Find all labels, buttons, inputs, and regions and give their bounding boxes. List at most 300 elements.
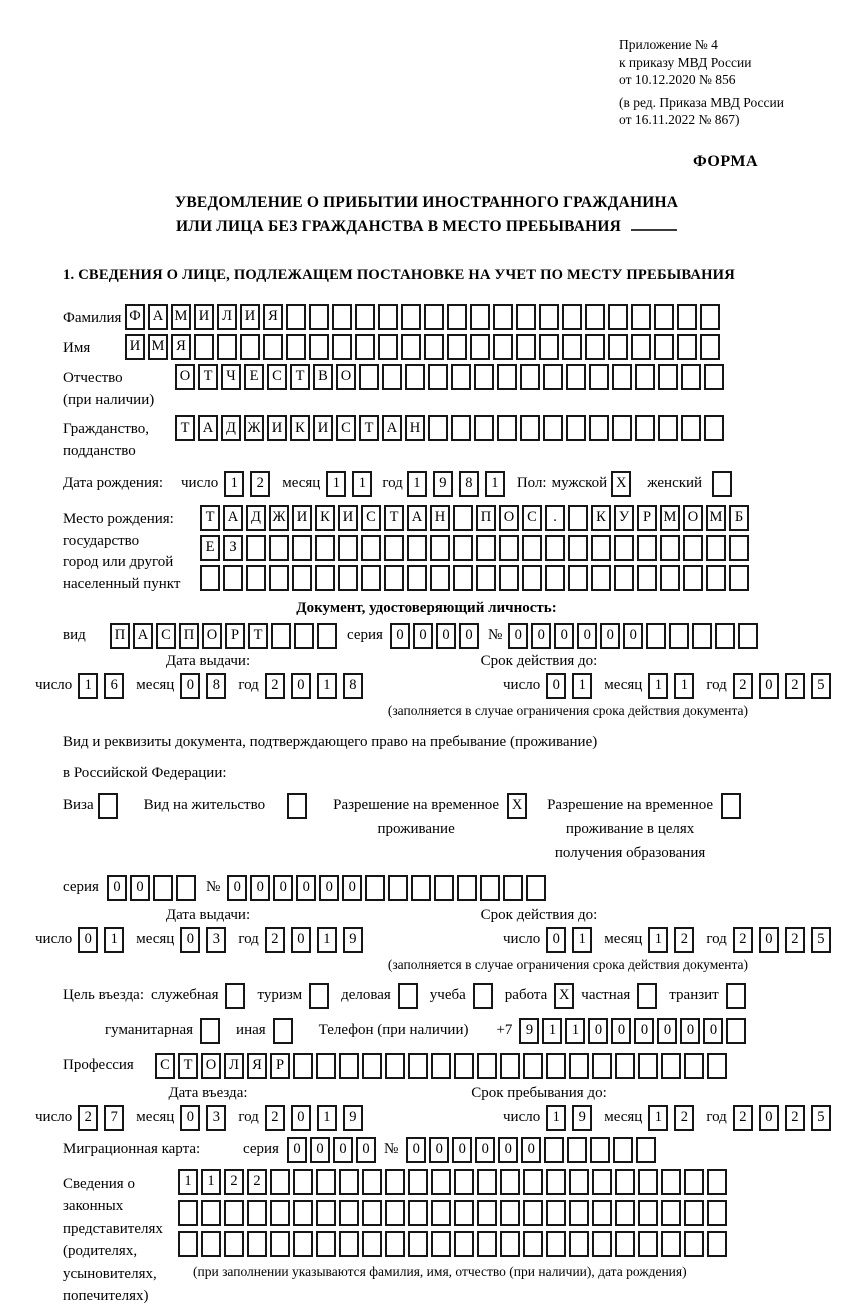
char-cell[interactable]: 0 <box>680 1018 700 1044</box>
char-cell[interactable] <box>477 1053 497 1079</box>
char-cell[interactable] <box>316 1231 336 1257</box>
char-cell[interactable]: 0 <box>413 623 433 649</box>
char-cell[interactable] <box>684 1169 704 1195</box>
char-cell[interactable]: 2 <box>733 927 753 953</box>
char-cell[interactable] <box>615 1231 635 1257</box>
char-cell[interactable]: О <box>683 505 703 531</box>
char-cell[interactable] <box>523 1231 543 1257</box>
char-cell[interactable] <box>631 304 651 330</box>
char-cell[interactable]: 0 <box>406 1137 426 1163</box>
char-cell[interactable] <box>637 983 657 1009</box>
char-cell[interactable] <box>365 875 385 901</box>
char-cell[interactable] <box>500 1231 520 1257</box>
char-cell[interactable] <box>590 1137 610 1163</box>
char-cell[interactable] <box>424 304 444 330</box>
char-cell[interactable] <box>585 334 605 360</box>
char-cell[interactable] <box>707 1053 727 1079</box>
char-cell[interactable]: Я <box>247 1053 267 1079</box>
char-cell[interactable]: 0 <box>508 623 528 649</box>
char-cell[interactable]: 0 <box>459 623 479 649</box>
char-cell[interactable] <box>658 364 678 390</box>
char-cell[interactable]: 0 <box>78 927 98 953</box>
char-cell[interactable] <box>544 1137 564 1163</box>
char-cell[interactable] <box>566 415 586 441</box>
char-cell[interactable]: 9 <box>433 471 453 497</box>
char-cell[interactable]: А <box>382 415 402 441</box>
char-cell[interactable] <box>411 875 431 901</box>
char-cell[interactable] <box>270 1231 290 1257</box>
char-cell[interactable]: Т <box>384 505 404 531</box>
char-cell[interactable] <box>430 535 450 561</box>
char-cell[interactable]: 1 <box>407 471 427 497</box>
char-cell[interactable] <box>569 1231 589 1257</box>
char-cell[interactable]: О <box>175 364 195 390</box>
char-cell[interactable] <box>339 1231 359 1257</box>
char-cell[interactable]: 2 <box>733 1105 753 1131</box>
char-cell[interactable]: К <box>591 505 611 531</box>
char-cell[interactable] <box>707 1169 727 1195</box>
char-cell[interactable] <box>408 1169 428 1195</box>
char-cell[interactable] <box>339 1200 359 1226</box>
char-cell[interactable]: 0 <box>250 875 270 901</box>
char-cell[interactable] <box>615 1169 635 1195</box>
char-cell[interactable]: Ж <box>244 415 264 441</box>
char-cell[interactable]: Р <box>637 505 657 531</box>
char-cell[interactable]: К <box>315 505 335 531</box>
char-cell[interactable] <box>585 304 605 330</box>
char-cell[interactable] <box>453 565 473 591</box>
char-cell[interactable] <box>315 535 335 561</box>
char-cell[interactable] <box>271 623 291 649</box>
char-cell[interactable] <box>476 535 496 561</box>
char-cell[interactable] <box>637 535 657 561</box>
char-cell[interactable] <box>526 875 546 901</box>
char-cell[interactable] <box>591 535 611 561</box>
char-cell[interactable]: 1 <box>565 1018 585 1044</box>
char-cell[interactable] <box>362 1200 382 1226</box>
char-cell[interactable]: С <box>156 623 176 649</box>
char-cell[interactable] <box>592 1053 612 1079</box>
char-cell[interactable] <box>546 1169 566 1195</box>
char-cell[interactable] <box>385 1231 405 1257</box>
char-cell[interactable]: 0 <box>546 927 566 953</box>
char-cell[interactable] <box>684 1053 704 1079</box>
char-cell[interactable] <box>339 1169 359 1195</box>
char-cell[interactable] <box>453 535 473 561</box>
char-cell[interactable]: 6 <box>104 673 124 699</box>
char-cell[interactable]: 0 <box>634 1018 654 1044</box>
char-cell[interactable] <box>523 1053 543 1079</box>
char-cell[interactable]: 0 <box>703 1018 723 1044</box>
char-cell[interactable] <box>332 304 352 330</box>
char-cell[interactable]: М <box>660 505 680 531</box>
char-cell[interactable] <box>401 334 421 360</box>
char-cell[interactable] <box>292 535 312 561</box>
char-cell[interactable]: Ч <box>221 364 241 390</box>
char-cell[interactable] <box>201 1231 221 1257</box>
char-cell[interactable]: 0 <box>130 875 150 901</box>
char-cell[interactable]: 0 <box>657 1018 677 1044</box>
char-cell[interactable] <box>635 415 655 441</box>
char-cell[interactable] <box>293 1231 313 1257</box>
char-cell[interactable]: Т <box>198 364 218 390</box>
char-cell[interactable] <box>591 565 611 591</box>
char-cell[interactable] <box>669 623 689 649</box>
char-cell[interactable]: 0 <box>319 875 339 901</box>
char-cell[interactable] <box>293 1053 313 1079</box>
char-cell[interactable]: С <box>155 1053 175 1079</box>
char-cell[interactable]: 0 <box>180 927 200 953</box>
char-cell[interactable] <box>385 1169 405 1195</box>
char-cell[interactable] <box>355 304 375 330</box>
char-cell[interactable] <box>568 535 588 561</box>
char-cell[interactable]: 1 <box>674 673 694 699</box>
char-cell[interactable] <box>398 983 418 1009</box>
char-cell[interactable] <box>613 1137 633 1163</box>
char-cell[interactable] <box>677 304 697 330</box>
char-cell[interactable]: 0 <box>356 1137 376 1163</box>
char-cell[interactable] <box>457 875 477 901</box>
char-cell[interactable]: 0 <box>759 673 779 699</box>
char-cell[interactable] <box>225 983 245 1009</box>
char-cell[interactable] <box>660 565 680 591</box>
char-cell[interactable] <box>361 565 381 591</box>
char-cell[interactable] <box>658 415 678 441</box>
char-cell[interactable] <box>503 875 523 901</box>
char-cell[interactable]: М <box>171 304 191 330</box>
char-cell[interactable]: 0 <box>531 623 551 649</box>
char-cell[interactable] <box>589 364 609 390</box>
char-cell[interactable]: 0 <box>287 1137 307 1163</box>
char-cell[interactable] <box>545 535 565 561</box>
char-cell[interactable]: 1 <box>542 1018 562 1044</box>
char-cell[interactable] <box>362 1231 382 1257</box>
char-cell[interactable] <box>431 1169 451 1195</box>
char-cell[interactable] <box>566 364 586 390</box>
char-cell[interactable] <box>294 623 314 649</box>
char-cell[interactable]: 0 <box>429 1137 449 1163</box>
char-cell[interactable] <box>286 304 306 330</box>
char-cell[interactable] <box>637 565 657 591</box>
char-cell[interactable]: 0 <box>577 623 597 649</box>
char-cell[interactable] <box>407 535 427 561</box>
char-cell[interactable] <box>721 793 741 819</box>
char-cell[interactable] <box>646 623 666 649</box>
char-cell[interactable]: А <box>133 623 153 649</box>
char-cell[interactable] <box>98 793 118 819</box>
char-cell[interactable]: 9 <box>519 1018 539 1044</box>
char-cell[interactable] <box>568 565 588 591</box>
char-cell[interactable] <box>355 334 375 360</box>
char-cell[interactable] <box>428 364 448 390</box>
char-cell[interactable]: 2 <box>674 927 694 953</box>
char-cell[interactable]: 0 <box>333 1137 353 1163</box>
char-cell[interactable]: 0 <box>390 623 410 649</box>
char-cell[interactable]: 1 <box>648 673 668 699</box>
char-cell[interactable] <box>677 334 697 360</box>
char-cell[interactable] <box>707 1200 727 1226</box>
char-cell[interactable] <box>707 1231 727 1257</box>
char-cell[interactable]: 0 <box>588 1018 608 1044</box>
char-cell[interactable]: Д <box>246 505 266 531</box>
char-cell[interactable]: 2 <box>785 1105 805 1131</box>
char-cell[interactable] <box>338 565 358 591</box>
char-cell[interactable] <box>683 565 703 591</box>
char-cell[interactable] <box>520 364 540 390</box>
char-cell[interactable]: 0 <box>436 623 456 649</box>
char-cell[interactable] <box>608 304 628 330</box>
char-cell[interactable] <box>562 334 582 360</box>
char-cell[interactable] <box>612 364 632 390</box>
char-cell[interactable] <box>428 415 448 441</box>
char-cell[interactable]: Н <box>430 505 450 531</box>
char-cell[interactable] <box>401 304 421 330</box>
char-cell[interactable] <box>454 1231 474 1257</box>
char-cell[interactable]: X <box>554 983 574 1009</box>
char-cell[interactable] <box>706 565 726 591</box>
char-cell[interactable]: 2 <box>250 471 270 497</box>
char-cell[interactable] <box>431 1053 451 1079</box>
char-cell[interactable] <box>493 304 513 330</box>
char-cell[interactable] <box>608 334 628 360</box>
char-cell[interactable] <box>384 535 404 561</box>
char-cell[interactable] <box>615 1200 635 1226</box>
char-cell[interactable] <box>224 1200 244 1226</box>
char-cell[interactable]: Ж <box>269 505 289 531</box>
char-cell[interactable]: 9 <box>343 927 363 953</box>
char-cell[interactable] <box>704 415 724 441</box>
char-cell[interactable] <box>315 565 335 591</box>
char-cell[interactable]: П <box>476 505 496 531</box>
char-cell[interactable] <box>636 1137 656 1163</box>
char-cell[interactable]: 1 <box>178 1169 198 1195</box>
char-cell[interactable]: И <box>338 505 358 531</box>
char-cell[interactable]: С <box>336 415 356 441</box>
char-cell[interactable] <box>654 334 674 360</box>
char-cell[interactable]: 8 <box>459 471 479 497</box>
char-cell[interactable]: 2 <box>247 1169 267 1195</box>
char-cell[interactable] <box>338 535 358 561</box>
char-cell[interactable]: В <box>313 364 333 390</box>
char-cell[interactable] <box>589 415 609 441</box>
char-cell[interactable] <box>247 1200 267 1226</box>
char-cell[interactable] <box>638 1169 658 1195</box>
char-cell[interactable]: 7 <box>104 1105 124 1131</box>
char-cell[interactable]: И <box>313 415 333 441</box>
char-cell[interactable]: С <box>267 364 287 390</box>
char-cell[interactable] <box>546 1231 566 1257</box>
char-cell[interactable]: . <box>545 505 565 531</box>
char-cell[interactable]: О <box>499 505 519 531</box>
char-cell[interactable] <box>454 1169 474 1195</box>
char-cell[interactable]: 0 <box>521 1137 541 1163</box>
char-cell[interactable] <box>292 565 312 591</box>
char-cell[interactable] <box>569 1053 589 1079</box>
char-cell[interactable]: С <box>361 505 381 531</box>
char-cell[interactable] <box>497 364 517 390</box>
char-cell[interactable] <box>726 1018 746 1044</box>
char-cell[interactable] <box>638 1200 658 1226</box>
char-cell[interactable] <box>453 505 473 531</box>
char-cell[interactable] <box>592 1200 612 1226</box>
char-cell[interactable]: 0 <box>291 1105 311 1131</box>
char-cell[interactable] <box>568 505 588 531</box>
char-cell[interactable]: 0 <box>452 1137 472 1163</box>
char-cell[interactable] <box>726 983 746 1009</box>
char-cell[interactable] <box>176 875 196 901</box>
char-cell[interactable]: 8 <box>206 673 226 699</box>
char-cell[interactable]: 0 <box>600 623 620 649</box>
char-cell[interactable] <box>434 875 454 901</box>
char-cell[interactable]: 0 <box>546 673 566 699</box>
char-cell[interactable]: И <box>267 415 287 441</box>
char-cell[interactable]: 1 <box>572 927 592 953</box>
char-cell[interactable]: 1 <box>317 927 337 953</box>
char-cell[interactable] <box>683 535 703 561</box>
char-cell[interactable] <box>287 793 307 819</box>
char-cell[interactable]: 0 <box>273 875 293 901</box>
char-cell[interactable] <box>493 334 513 360</box>
char-cell[interactable] <box>382 364 402 390</box>
char-cell[interactable] <box>654 304 674 330</box>
char-cell[interactable]: Т <box>359 415 379 441</box>
char-cell[interactable] <box>592 1169 612 1195</box>
char-cell[interactable] <box>500 1053 520 1079</box>
char-cell[interactable] <box>612 415 632 441</box>
char-cell[interactable] <box>332 334 352 360</box>
char-cell[interactable] <box>408 1200 428 1226</box>
char-cell[interactable]: 5 <box>811 1105 831 1131</box>
char-cell[interactable] <box>408 1231 428 1257</box>
char-cell[interactable]: Р <box>270 1053 290 1079</box>
char-cell[interactable] <box>614 535 634 561</box>
char-cell[interactable] <box>309 304 329 330</box>
char-cell[interactable]: 1 <box>78 673 98 699</box>
char-cell[interactable] <box>470 334 490 360</box>
char-cell[interactable] <box>477 1231 497 1257</box>
char-cell[interactable]: П <box>179 623 199 649</box>
char-cell[interactable] <box>451 364 471 390</box>
char-cell[interactable] <box>476 565 496 591</box>
char-cell[interactable]: У <box>614 505 634 531</box>
char-cell[interactable] <box>635 364 655 390</box>
char-cell[interactable]: Т <box>290 364 310 390</box>
char-cell[interactable] <box>684 1200 704 1226</box>
char-cell[interactable] <box>263 334 283 360</box>
char-cell[interactable]: М <box>706 505 726 531</box>
char-cell[interactable] <box>293 1200 313 1226</box>
char-cell[interactable]: 9 <box>343 1105 363 1131</box>
char-cell[interactable] <box>217 334 237 360</box>
char-cell[interactable] <box>712 471 732 497</box>
char-cell[interactable]: 0 <box>180 1105 200 1131</box>
char-cell[interactable] <box>539 334 559 360</box>
char-cell[interactable] <box>447 304 467 330</box>
char-cell[interactable]: О <box>336 364 356 390</box>
char-cell[interactable] <box>474 364 494 390</box>
char-cell[interactable] <box>286 334 306 360</box>
char-cell[interactable] <box>631 334 651 360</box>
char-cell[interactable]: Л <box>224 1053 244 1079</box>
char-cell[interactable] <box>270 1200 290 1226</box>
char-cell[interactable] <box>378 304 398 330</box>
char-cell[interactable]: 1 <box>317 1105 337 1131</box>
char-cell[interactable] <box>681 415 701 441</box>
char-cell[interactable] <box>246 565 266 591</box>
char-cell[interactable] <box>316 1200 336 1226</box>
char-cell[interactable]: 1 <box>572 673 592 699</box>
char-cell[interactable] <box>317 623 337 649</box>
char-cell[interactable] <box>592 1231 612 1257</box>
char-cell[interactable] <box>567 1137 587 1163</box>
char-cell[interactable] <box>385 1053 405 1079</box>
char-cell[interactable] <box>729 565 749 591</box>
char-cell[interactable]: Д <box>221 415 241 441</box>
char-cell[interactable]: И <box>194 304 214 330</box>
char-cell[interactable]: С <box>522 505 542 531</box>
char-cell[interactable] <box>470 304 490 330</box>
char-cell[interactable]: Р <box>225 623 245 649</box>
char-cell[interactable]: 0 <box>623 623 643 649</box>
char-cell[interactable] <box>385 1200 405 1226</box>
char-cell[interactable] <box>224 1231 244 1257</box>
char-cell[interactable] <box>545 565 565 591</box>
char-cell[interactable] <box>424 334 444 360</box>
char-cell[interactable] <box>692 623 712 649</box>
char-cell[interactable] <box>661 1053 681 1079</box>
char-cell[interactable] <box>661 1231 681 1257</box>
char-cell[interactable] <box>661 1200 681 1226</box>
char-cell[interactable] <box>339 1053 359 1079</box>
char-cell[interactable] <box>499 565 519 591</box>
char-cell[interactable] <box>660 535 680 561</box>
char-cell[interactable] <box>738 623 758 649</box>
char-cell[interactable] <box>200 565 220 591</box>
char-cell[interactable] <box>499 535 519 561</box>
char-cell[interactable]: 0 <box>180 673 200 699</box>
char-cell[interactable] <box>362 1169 382 1195</box>
char-cell[interactable]: 2 <box>785 927 805 953</box>
char-cell[interactable] <box>194 334 214 360</box>
char-cell[interactable] <box>454 1053 474 1079</box>
char-cell[interactable]: 1 <box>104 927 124 953</box>
char-cell[interactable]: Л <box>217 304 237 330</box>
char-cell[interactable] <box>405 364 425 390</box>
char-cell[interactable]: 2 <box>785 673 805 699</box>
char-cell[interactable] <box>431 1231 451 1257</box>
char-cell[interactable]: 2 <box>733 673 753 699</box>
char-cell[interactable] <box>523 1169 543 1195</box>
char-cell[interactable]: О <box>202 623 222 649</box>
char-cell[interactable]: Т <box>178 1053 198 1079</box>
char-cell[interactable]: X <box>507 793 527 819</box>
char-cell[interactable]: Я <box>263 304 283 330</box>
char-cell[interactable]: П <box>110 623 130 649</box>
char-cell[interactable]: 5 <box>811 673 831 699</box>
char-cell[interactable]: А <box>148 304 168 330</box>
char-cell[interactable]: 1 <box>648 927 668 953</box>
char-cell[interactable]: 0 <box>107 875 127 901</box>
char-cell[interactable] <box>316 1053 336 1079</box>
char-cell[interactable] <box>388 875 408 901</box>
char-cell[interactable] <box>638 1231 658 1257</box>
char-cell[interactable] <box>454 1200 474 1226</box>
char-cell[interactable] <box>522 535 542 561</box>
char-cell[interactable] <box>704 364 724 390</box>
char-cell[interactable]: 0 <box>291 927 311 953</box>
char-cell[interactable] <box>638 1053 658 1079</box>
char-cell[interactable]: А <box>407 505 427 531</box>
